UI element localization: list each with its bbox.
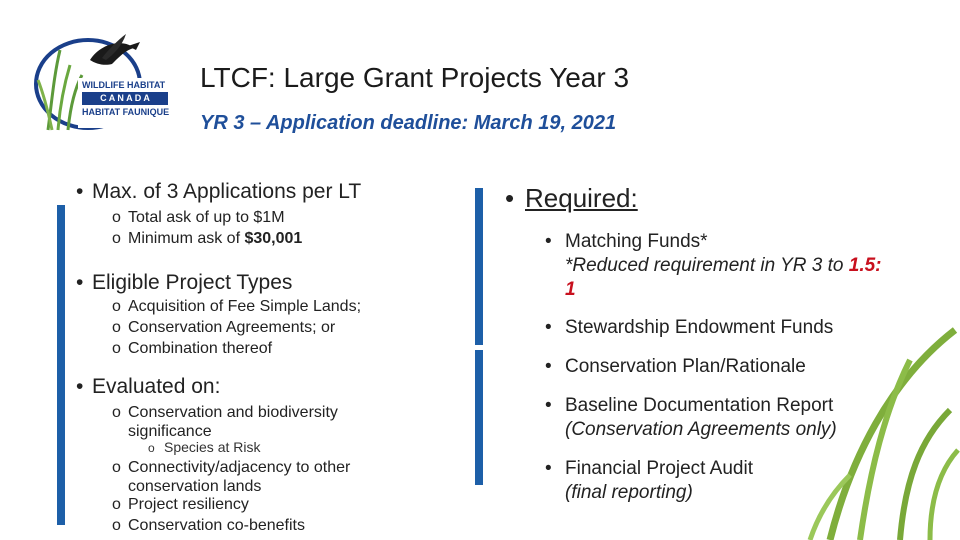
required-conservation-plan: • Conservation Plan/Rationale (545, 356, 806, 377)
sub-sub-bullet-species-at-risk: o Species at Risk (148, 439, 261, 455)
sub-bullet-conservation-agreements: o Conservation Agreements; or (112, 319, 336, 336)
page-title: LTCF: Large Grant Projects Year 3 (200, 62, 630, 93)
bullet-mark: • (76, 180, 84, 203)
sub-bullet-combination: o Combination thereof (112, 340, 273, 357)
required-heading: • Required: (505, 183, 638, 213)
right-accent-bar-bottom (475, 350, 483, 485)
required-financial-audit: • Financial Project Audit (final reporting) (545, 458, 753, 503)
bullet-eligible-project-types: • Eligible Project Types (76, 271, 293, 294)
sub-bullet-connectivity: o Connectivity/adjacency to other conservation lands (112, 459, 351, 495)
logo-text-line3: HABITAT FAUNIQUE (82, 107, 170, 117)
bullet-evaluated-on: • Evaluated on: (76, 375, 221, 398)
logo-text-line1: WILDLIFE HABITAT (82, 80, 166, 90)
bullet-applications (76, 180, 361, 204)
sub-bullet-total-ask: o Total ask of up to $1M (112, 209, 285, 226)
sub-bullet-acquisition: o Acquisition of Fee Simple Lands; (112, 298, 362, 315)
wildlife-habitat-canada-logo (30, 30, 180, 140)
required-matching-funds: • Matching Funds* *Reduced requirement in YR 3 to 1.5: 1 (545, 231, 882, 300)
sub-bullet-biodiversity: o Conservation and biodiversity significance (112, 404, 338, 440)
required-stewardship-endowment: • Stewardship Endowment Funds (545, 317, 834, 338)
reduced-ratio: 1.5: 1 (565, 255, 882, 300)
logo-text-line2: C A N A D A (82, 92, 168, 105)
sub-bullet-co-benefits: o Conservation co-benefits (112, 517, 305, 534)
sub-bullet-resiliency: o Project resiliency (112, 496, 249, 513)
left-accent-bar (57, 205, 65, 525)
page-subtitle: YR 3 – Application deadline: March 19, 2021 (200, 112, 617, 134)
sub-bullet-minimum-ask: o Minimum ask of $30,001 (112, 230, 303, 247)
required-baseline-report: • Baseline Documentation Report (Conservation Agreements only) (545, 395, 837, 440)
right-accent-bar-top (475, 188, 483, 345)
bullet-text: Max. of 3 Applications per LT (92, 180, 362, 203)
